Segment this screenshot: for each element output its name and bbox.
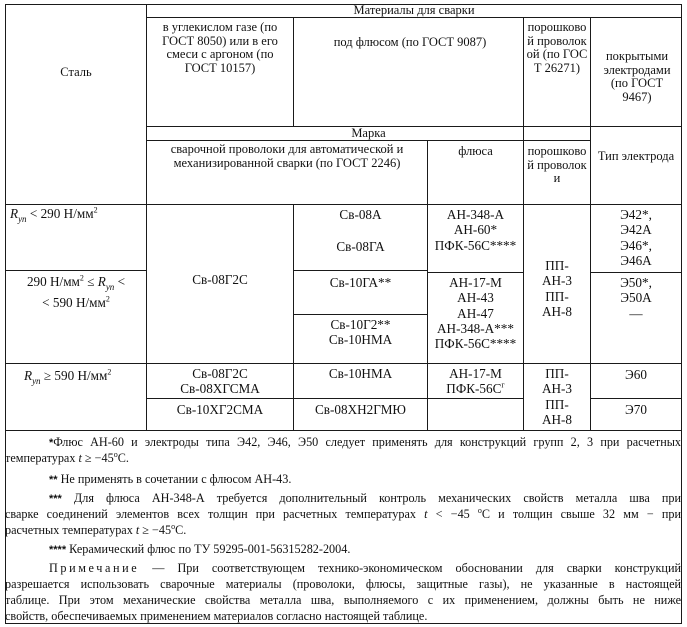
wire-r1a: Св-08А <box>339 207 382 222</box>
electrode-row-1: Э42*, Э42А Э46*, Э46А <box>620 207 652 268</box>
wire-r3b: Св-08ХН2ГМЮ <box>315 402 406 417</box>
steel-row-2: 290 $Н/мм^2 \le R_{yn}$ < < 590 $Н/мм^2$ <box>26 273 126 310</box>
note-3-line-3: расчетных температурах $t \ge -45^оС$. <box>5 521 187 537</box>
wire-r2b: Св-10Г2** Св-10НМА <box>328 317 393 348</box>
header-materials: Материалы для сварки <box>353 3 475 18</box>
electrode-row-3a: Э60 <box>625 367 647 382</box>
note-3-line-2: сварке соединений элементов всех толщин при расчетных температурах t < −45 $^о$С и толщин свыше 32 мм − при <box>5 505 682 521</box>
powder-row-12: ПП- АН-3 ПП- АН-8 <box>541 258 573 319</box>
wire-co2-row3a: Св-08Г2С Св-08ХГСМА <box>180 366 260 397</box>
header-electrode: Тип электрода <box>597 149 675 163</box>
header-steel: Сталь <box>60 65 92 80</box>
electrode-row-2: Э50*, Э50А — <box>620 275 652 321</box>
note-1-line-1: *Флюс АН-60 и электроды типа Э42, Э46, Э50 следует применять для конструкций групп 2, 3 при расчетных <box>49 435 681 449</box>
flux-row-3: АН-17-М ПФК-$56С^г$ <box>446 366 505 397</box>
wire-r3a: Св-10НМА <box>328 366 393 381</box>
header-co2: в углекислом газе (по ГОСТ 8050) или в его смеси с аргоном (по ГОСТ 10157) <box>162 20 278 75</box>
steel-row-3: $R_{yn} \ge 590$ $Н/мм^2$ <box>24 367 112 386</box>
flux-row-1: АН-348-А АН-60* ПФК-56С**** <box>434 207 517 253</box>
note-2: ** Не применять в сочетании с флюсом АН-43. <box>49 472 292 486</box>
wire-r2a: Св-10ГА** <box>329 275 392 290</box>
table-notes <box>5 434 682 623</box>
header-powder-wire: порошковой проволоки <box>527 144 587 186</box>
wire-r1b: Св-08ГА <box>336 239 385 254</box>
flux-row-2: АН-17-М АН-43 АН-47 АН-348-А*** ПФК-56С**** <box>434 275 517 352</box>
header-flux-mark: флюса <box>458 144 493 158</box>
note-3-line-1: *** Для флюса АН-348-А требуется дополнительный контроль механических свойств металла шва при <box>49 491 681 505</box>
electrode-row-3b: Э70 <box>625 402 647 417</box>
header-mark: Марка <box>351 126 386 141</box>
steel-row-1: $R_{yn} < 290$ $Н/мм^2$ <box>10 205 98 224</box>
note-4: **** Керамический флюс по ТУ 59295-001-56315282-2004. <box>49 542 351 556</box>
remark-line-2: разрешается использовать сварочные материалы (проволоки, флюсы, защитные газы), не указанные в настоящей <box>5 577 681 591</box>
wire-co2-main: Св-08Г2С <box>192 271 248 287</box>
remark-line-4: свойств, обеспечиваемых применением материалов согласно настоящей таблице. <box>5 609 428 623</box>
header-flux: под флюсом (по ГОСТ 9087) <box>333 35 487 49</box>
note-1-line-2: температурах $t \ge -45^оС$. <box>5 449 129 465</box>
header-coated: покрытыми электродами (по ГОСТ 9467) <box>603 49 671 104</box>
wire-co2-row3b: Св-10ХГ2СМА <box>176 402 264 417</box>
remark-line-1: Примечание — При соответствующем технико-экономическом обосновании для сварки конструкций <box>49 561 681 575</box>
header-powder: порошковой проволокой (по ГОСТ 26271) <box>526 20 588 75</box>
remark-line-3: таблице. При этом механические свойства металла шва, выполняемого с их применением, должны быть не ниже <box>5 593 681 607</box>
powder-row-3: ПП- АН-3 ПП- АН-8 <box>541 366 573 427</box>
header-wire: сварочной проволоки для автоматической и механизированной сварки (по ГОСТ 2246) <box>170 142 404 170</box>
